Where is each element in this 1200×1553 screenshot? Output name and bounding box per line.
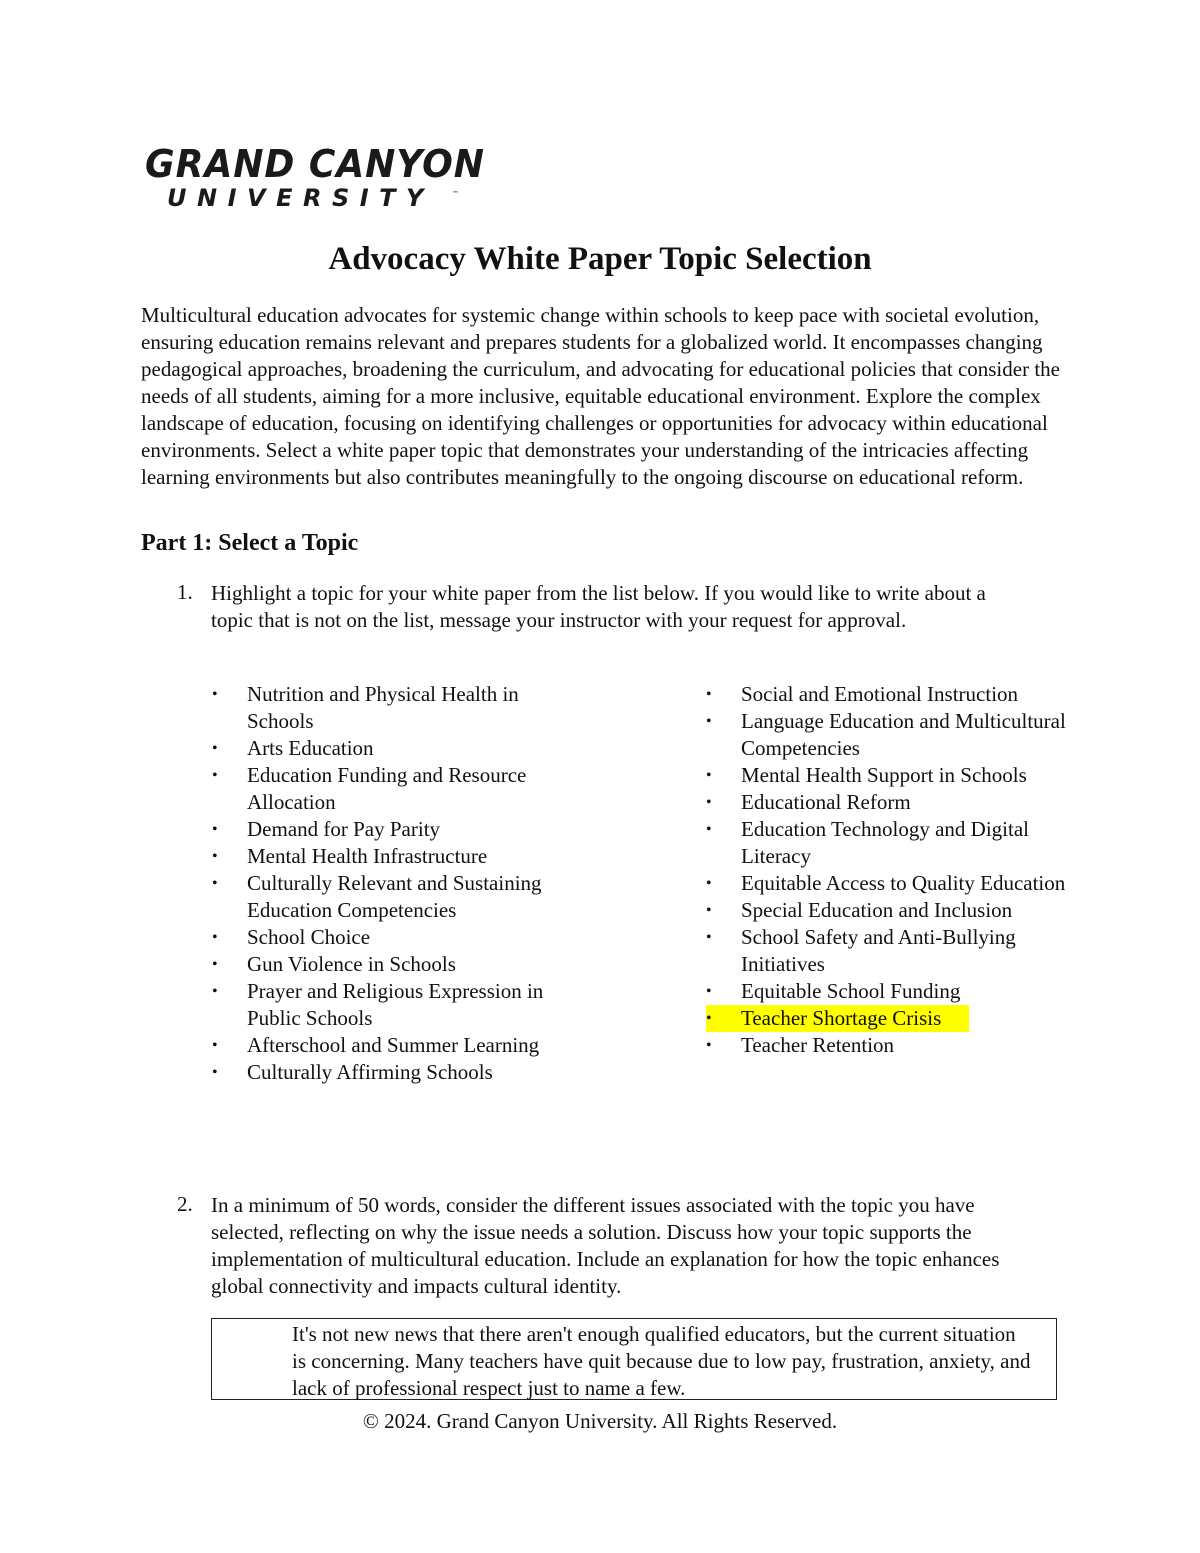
bullet-icon: •: [706, 875, 712, 892]
bullet-icon: •: [706, 686, 712, 703]
topic-item[interactable]: [212, 1059, 552, 1086]
topic-label: Arts Education: [247, 736, 374, 760]
bullet-icon: •: [212, 848, 218, 865]
topic-item[interactable]: [212, 951, 552, 978]
bullet-icon: •: [212, 1064, 218, 1081]
topic-item[interactable]: [706, 1005, 1066, 1032]
bullet-icon: •: [212, 929, 218, 946]
bullet-icon: •: [212, 956, 218, 973]
question-2-number: 2.: [177, 1192, 193, 1216]
topic-label: Culturally Relevant and Sustaining Education Competencies: [247, 871, 542, 922]
topic-item[interactable]: [706, 681, 1066, 708]
bullet-icon: •: [706, 902, 712, 919]
topic-item[interactable]: [706, 1032, 1066, 1059]
bullet-icon: •: [212, 767, 218, 784]
bullet-icon: •: [706, 713, 712, 730]
topic-item[interactable]: [706, 708, 1066, 762]
topic-label: Education Funding and Resource Allocation: [247, 763, 527, 814]
topic-item[interactable]: [706, 924, 1066, 978]
bullet-icon: •: [706, 1037, 712, 1054]
topic-label: Equitable Access to Quality Education: [741, 871, 1066, 895]
topic-item[interactable]: [212, 762, 552, 816]
topic-label: Teacher Shortage Crisis: [741, 1006, 942, 1030]
page-title: Advocacy White Paper Topic Selection: [328, 241, 872, 277]
bullet-icon: •: [706, 1010, 712, 1027]
topic-item[interactable]: [212, 978, 552, 1032]
copyright-footer: © 2024. Grand Canyon University. All Rights Reserved.: [362, 1409, 838, 1433]
topic-item[interactable]: [706, 762, 1066, 789]
topic-label: Teacher Retention: [741, 1033, 895, 1057]
topic-label: Culturally Affirming Schools: [247, 1060, 493, 1084]
bullet-icon: •: [212, 821, 218, 838]
topic-label: Mental Health Support in Schools: [741, 763, 1027, 787]
topic-label: Education Technology and Digital Literacy: [741, 817, 1029, 868]
topic-item[interactable]: [706, 816, 1066, 870]
bullet-icon: •: [706, 983, 712, 1000]
topic-label: School Choice: [247, 925, 371, 949]
logo-text-university: UNIVERSITY: [167, 184, 434, 212]
topic-list-left: [212, 681, 552, 1086]
bullet-icon: •: [706, 767, 712, 784]
topic-label: Equitable School Funding: [741, 979, 961, 1003]
topic-label: Prayer and Religious Expression in Public Schools: [247, 979, 544, 1030]
intro-paragraph: Multicultural education advocates for systemic change within schools to keep pace with societal evolution, ensuring education remains relevant and prepares students for a globalized world. It encompasses changing pedagogical approaches, broadening the curriculum, and advocating for educational policies that consider the needs of all students, aiming for a more inclusive, equitable educational environment. Explore the complex landscape of education, focusing on identifying challenges or opportunities for advocacy within educational environments. Select a white paper topic that demonstrates your understanding of the intricacies affecting learning environments but also contributes meaningfully to the ongoing discourse on educational reform.: [141, 303, 1060, 489]
topic-label: Language Education and Multicultural Competencies: [741, 709, 1066, 760]
bullet-icon: •: [706, 821, 712, 838]
topic-item[interactable]: [706, 870, 1066, 897]
topic-label: Demand for Pay Parity: [247, 817, 441, 841]
topic-item[interactable]: [212, 1032, 552, 1059]
question-2-text: In a minimum of 50 words, consider the different issues associated with the topic you have selected, reflecting on why the issue needs a solution. Discuss how your topic supports the implementation of multicultural education. Include an explanation for how the topic enhances global connectivity and impacts cultural identity.: [211, 1193, 1000, 1298]
bullet-icon: •: [706, 929, 712, 946]
bullet-icon: •: [212, 983, 218, 1000]
topic-item[interactable]: [212, 735, 552, 762]
topic-item[interactable]: [706, 897, 1066, 924]
topic-label: School Safety and Anti-Bullying Initiatives: [741, 925, 1016, 976]
part-1-heading: Part 1: Select a Topic: [141, 530, 359, 556]
bullet-icon: •: [706, 794, 712, 811]
logo-text-grand-canyon: GRAND CANYON: [145, 142, 485, 186]
topic-item[interactable]: [706, 978, 1066, 1005]
answer-text[interactable]: It's not new news that there aren't enough qualified educators, but the current situation is concerning. Many teachers have quit because due to low pay, frustration, anxiety, and lack of professional respect just to name a few.: [292, 1322, 1031, 1400]
topic-label: Afterschool and Summer Learning: [247, 1033, 540, 1057]
topic-item[interactable]: [212, 924, 552, 951]
bullet-icon: •: [212, 740, 218, 757]
question-1-number: 1.: [177, 580, 193, 604]
topic-list-right: [706, 681, 1066, 1059]
topic-label: Social and Emotional Instruction: [741, 682, 1019, 706]
topic-label: Mental Health Infrastructure: [247, 844, 488, 868]
topic-item[interactable]: [706, 789, 1066, 816]
bullet-icon: •: [212, 1037, 218, 1054]
bullet-icon: •: [212, 875, 218, 892]
topic-item[interactable]: [212, 816, 552, 843]
bullet-icon: •: [212, 686, 218, 703]
logo-trademark: ™: [452, 190, 459, 198]
question-1-text: Highlight a topic for your white paper from the list below. If you would like to write about a topic that is not on the list, message your instructor with your request for approval.: [211, 581, 986, 632]
topic-item[interactable]: [212, 681, 552, 735]
topic-label: Educational Reform: [741, 790, 911, 814]
topic-label: Nutrition and Physical Health in Schools: [247, 682, 519, 733]
topic-label: Gun Violence in Schools: [247, 952, 456, 976]
topic-item[interactable]: [212, 843, 552, 870]
topic-label: Special Education and Inclusion: [741, 898, 1013, 922]
university-logo: [145, 142, 485, 216]
topic-item[interactable]: [212, 870, 552, 924]
answer-box[interactable]: [211, 1318, 1057, 1400]
